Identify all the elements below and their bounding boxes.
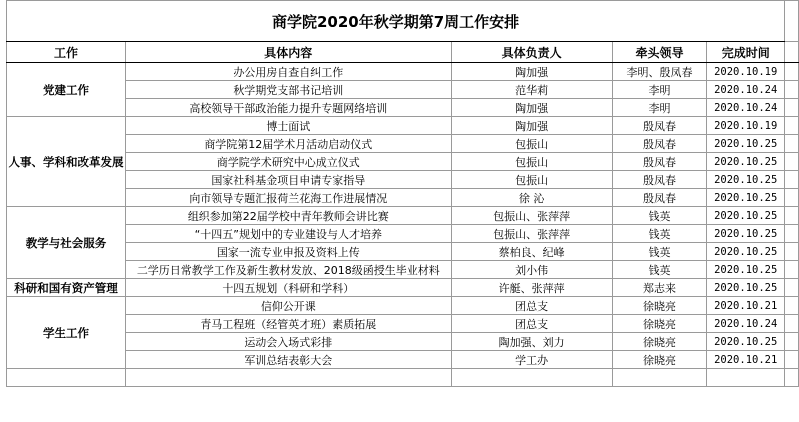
owner-cell: 陶加强 — [451, 117, 612, 135]
table-row — [7, 135, 799, 153]
blank-cell — [785, 351, 799, 369]
owner-cell: 包振山 — [451, 135, 612, 153]
category-cell: 教学与社会服务 — [7, 207, 126, 279]
content-cell: 十四五规划（科研和学科） — [125, 279, 451, 297]
owner-cell: 许艇、张萍萍 — [451, 279, 612, 297]
date-cell: 2020.10.24 — [707, 99, 785, 117]
content-cell: 高校领导干部政治能力提升专题网络培训 — [125, 99, 451, 117]
date-cell: 2020.10.25 — [707, 135, 785, 153]
lead-cell: 徐晓亮 — [612, 333, 707, 351]
blank-cell — [785, 189, 799, 207]
date-cell: 2020.10.25 — [707, 243, 785, 261]
date-cell: 2020.10.25 — [707, 171, 785, 189]
blank-cell — [612, 369, 707, 387]
blank-cell — [785, 225, 799, 243]
table-row — [7, 153, 799, 171]
header-lead: 牵头领导 — [612, 42, 707, 63]
category-cell: 人事、学科和改革发展 — [7, 117, 126, 207]
blank-cell — [785, 99, 799, 117]
lead-cell: 钱英 — [612, 243, 707, 261]
header-row — [7, 42, 799, 63]
lead-cell: 李明 — [612, 99, 707, 117]
blank-cell — [785, 171, 799, 189]
date-cell: 2020.10.25 — [707, 279, 785, 297]
date-cell: 2020.10.19 — [707, 117, 785, 135]
owner-cell: 包振山、张萍萍 — [451, 207, 612, 225]
content-cell: 军训总结表彰大会 — [125, 351, 451, 369]
table-row — [7, 189, 799, 207]
table-row — [7, 225, 799, 243]
content-cell: 办公用房自查自纠工作 — [125, 63, 451, 81]
owner-cell: 陶加强、刘力 — [451, 333, 612, 351]
table-row — [7, 207, 799, 225]
schedule-body — [7, 1, 799, 387]
blank-cell — [785, 63, 799, 81]
date-cell: 2020.10.25 — [707, 153, 785, 171]
lead-cell: 钱英 — [612, 207, 707, 225]
blank-cell — [785, 279, 799, 297]
table-row — [7, 171, 799, 189]
lead-cell: 徐晓亮 — [612, 351, 707, 369]
content-cell: 二学历日常教学工作及新生教材发放、2018级函授生毕业材料 — [125, 261, 451, 279]
date-cell: 2020.10.25 — [707, 261, 785, 279]
content-cell: 商学院第12届学术月活动启动仪式 — [125, 135, 451, 153]
content-cell: 运动会入场式彩排 — [125, 333, 451, 351]
lead-cell: 殷凤春 — [612, 135, 707, 153]
lead-cell: 李明 — [612, 81, 707, 99]
date-cell: 2020.10.21 — [707, 351, 785, 369]
blank-cell — [785, 1, 799, 42]
lead-cell: 徐晓亮 — [612, 315, 707, 333]
date-cell: 2020.10.25 — [707, 189, 785, 207]
blank-cell — [785, 297, 799, 315]
category-cell: 党建工作 — [7, 63, 126, 117]
date-cell: 2020.10.25 — [707, 207, 785, 225]
lead-cell: 钱英 — [612, 225, 707, 243]
schedule-table — [6, 0, 799, 387]
date-cell: 2020.10.25 — [707, 333, 785, 351]
table-row — [7, 243, 799, 261]
lead-cell: 李明、殷凤春 — [612, 63, 707, 81]
category-cell: 科研和国有资产管理 — [7, 279, 126, 297]
content-cell: 国家社科基金项目申请专家指导 — [125, 171, 451, 189]
table-row — [7, 297, 799, 315]
blank-cell — [785, 369, 799, 387]
page-title: 商学院2020年秋学期第7周工作安排 — [7, 1, 785, 42]
blank-cell — [451, 369, 612, 387]
date-cell: 2020.10.21 — [707, 297, 785, 315]
content-cell: 秋学期党支部书记培训 — [125, 81, 451, 99]
owner-cell: 包振山 — [451, 171, 612, 189]
owner-cell: 团总支 — [451, 297, 612, 315]
owner-cell: 范华莉 — [451, 81, 612, 99]
header-category: 工作 — [7, 42, 126, 63]
content-cell: 国家一流专业申报及资料上传 — [125, 243, 451, 261]
header-content: 具体内容 — [125, 42, 451, 63]
owner-cell: 包振山 — [451, 153, 612, 171]
date-cell: 2020.10.25 — [707, 225, 785, 243]
blank-cell — [785, 243, 799, 261]
blank-cell — [785, 315, 799, 333]
table-row — [7, 63, 799, 81]
lead-cell: 郑志来 — [612, 279, 707, 297]
header-date: 完成时间 — [707, 42, 785, 63]
lead-cell: 钱英 — [612, 261, 707, 279]
header-owner: 具体负责人 — [451, 42, 612, 63]
blank-cell — [125, 369, 451, 387]
date-cell: 2020.10.19 — [707, 63, 785, 81]
lead-cell: 殷凤春 — [612, 153, 707, 171]
owner-cell: 陶加强 — [451, 63, 612, 81]
table-row — [7, 261, 799, 279]
blank-cell — [785, 117, 799, 135]
table-row — [7, 279, 799, 297]
blank-cell — [707, 369, 785, 387]
table-row — [7, 99, 799, 117]
blank-cell — [785, 207, 799, 225]
lead-cell: 殷凤春 — [612, 171, 707, 189]
lead-cell: 殷凤春 — [612, 117, 707, 135]
owner-cell: 陶加强 — [451, 99, 612, 117]
owner-cell: 蔡柏良、纪峰 — [451, 243, 612, 261]
date-cell: 2020.10.24 — [707, 315, 785, 333]
blank-cell — [785, 333, 799, 351]
blank-cell — [785, 42, 799, 63]
content-cell: 青马工程班（经管英才班）素质拓展 — [125, 315, 451, 333]
lead-cell: 徐晓亮 — [612, 297, 707, 315]
table-row — [7, 333, 799, 351]
content-cell: 信仰公开课 — [125, 297, 451, 315]
owner-cell: 学工办 — [451, 351, 612, 369]
owner-cell: 刘小伟 — [451, 261, 612, 279]
table-row — [7, 117, 799, 135]
blank-cell — [785, 135, 799, 153]
content-cell: 组织参加第22届学校中青年教师会讲比赛 — [125, 207, 451, 225]
content-cell: 商学院学术研究中心成立仪式 — [125, 153, 451, 171]
table-row — [7, 351, 799, 369]
category-cell: 学生工作 — [7, 297, 126, 369]
content-cell: “十四五”规划中的专业建设与人才培养 — [125, 225, 451, 243]
blank-cell — [785, 261, 799, 279]
blank-cell — [7, 369, 126, 387]
owner-cell: 包振山、张萍萍 — [451, 225, 612, 243]
table-row — [7, 81, 799, 99]
date-cell: 2020.10.24 — [707, 81, 785, 99]
lead-cell: 殷凤春 — [612, 189, 707, 207]
content-cell: 博士面试 — [125, 117, 451, 135]
owner-cell: 徐 沁 — [451, 189, 612, 207]
table-row — [7, 315, 799, 333]
content-cell: 向市领导专题汇报荷兰花海工作进展情况 — [125, 189, 451, 207]
empty-row — [7, 369, 799, 387]
owner-cell: 团总支 — [451, 315, 612, 333]
blank-cell — [785, 153, 799, 171]
blank-cell — [785, 81, 799, 99]
title-row — [7, 1, 799, 42]
